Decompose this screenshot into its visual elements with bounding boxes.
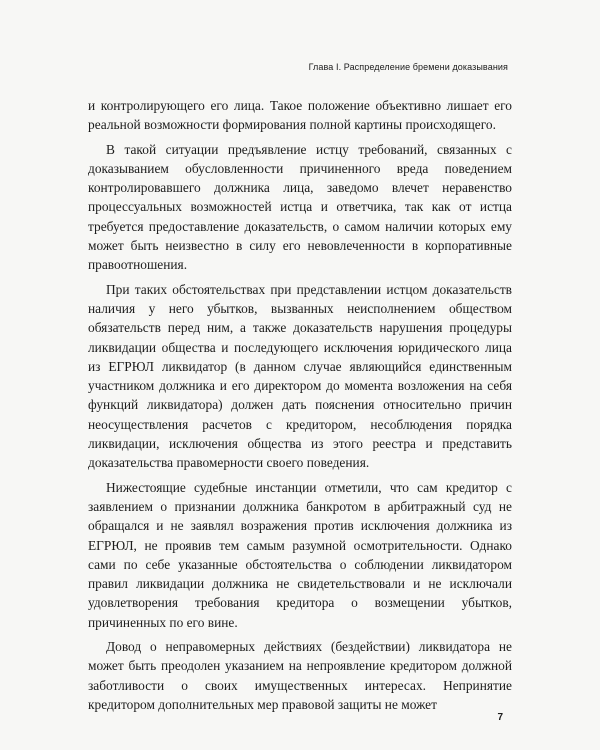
paragraph-4: Нижестоящие судебные инстанции отметили, что сам кредитор с заявлением о признании должника банкротом в арбитражный суд не обращался и не заявлял возражения против исключения должника из ЕГРЮЛ, не проявив тем самым разумной осмотрительности. Однако сами по себе указанные обстоятельства о соблюдении ликвидатором правил ликвидации должника не свидетельствовали и не исключали удовлетворения требования кредитора о возмещении убытков, причиненных по его вине. — [88, 479, 512, 630]
paragraph-3: При таких обстоятельствах при представлении истцом доказательств наличия у него убытков, вызванных неисполнением обществом обязательств перед ним, а также доказательств нарушения процедуры ликвидации общества и последующего исключения юридического лица из ЕГРЮЛ ликвидатор (в данном случае являющийся единственным участником должника и его директором до момента возложения на себя функций ликвидатора) должен дать пояснения относительно причин неосуществления расчетов с кредитором, несоблюдения порядка ликвидации, исключения общества из этого реестра и представить доказательства правомерности своего поведения. — [88, 281, 512, 471]
paragraph-1: и контролирующего его лица. Такое положение объективно лишает его реальной возможности формирования полной картины происходящего. — [88, 98, 512, 133]
paragraph-2: В такой ситуации предъявление истцу требований, связанных с доказыванием обусловленности причиненного вреда поведением контролировавшего должника лица, заведомо влечет неравенство процессуальных возможностей истца и ответчика, так как от истца требуется предоставление доказательств, о самом наличии которых ему может быть неизвестно в силу его невовлеченности в корпоративные правоотношения. — [88, 141, 512, 273]
body-text — [88, 96, 512, 719]
page-number: 7 — [497, 712, 503, 723]
paragraph-5: Довод о неправомерных действиях (бездействии) ликвидатора не может быть преодолен указанием на непроявление кредитором должной заботливости о своих имущественных интересах. Непринятие кредитором дополнительных мер правовой защиты не может — [88, 639, 512, 712]
running-head: Глава I. Распределение бремени доказывания — [308, 62, 508, 72]
